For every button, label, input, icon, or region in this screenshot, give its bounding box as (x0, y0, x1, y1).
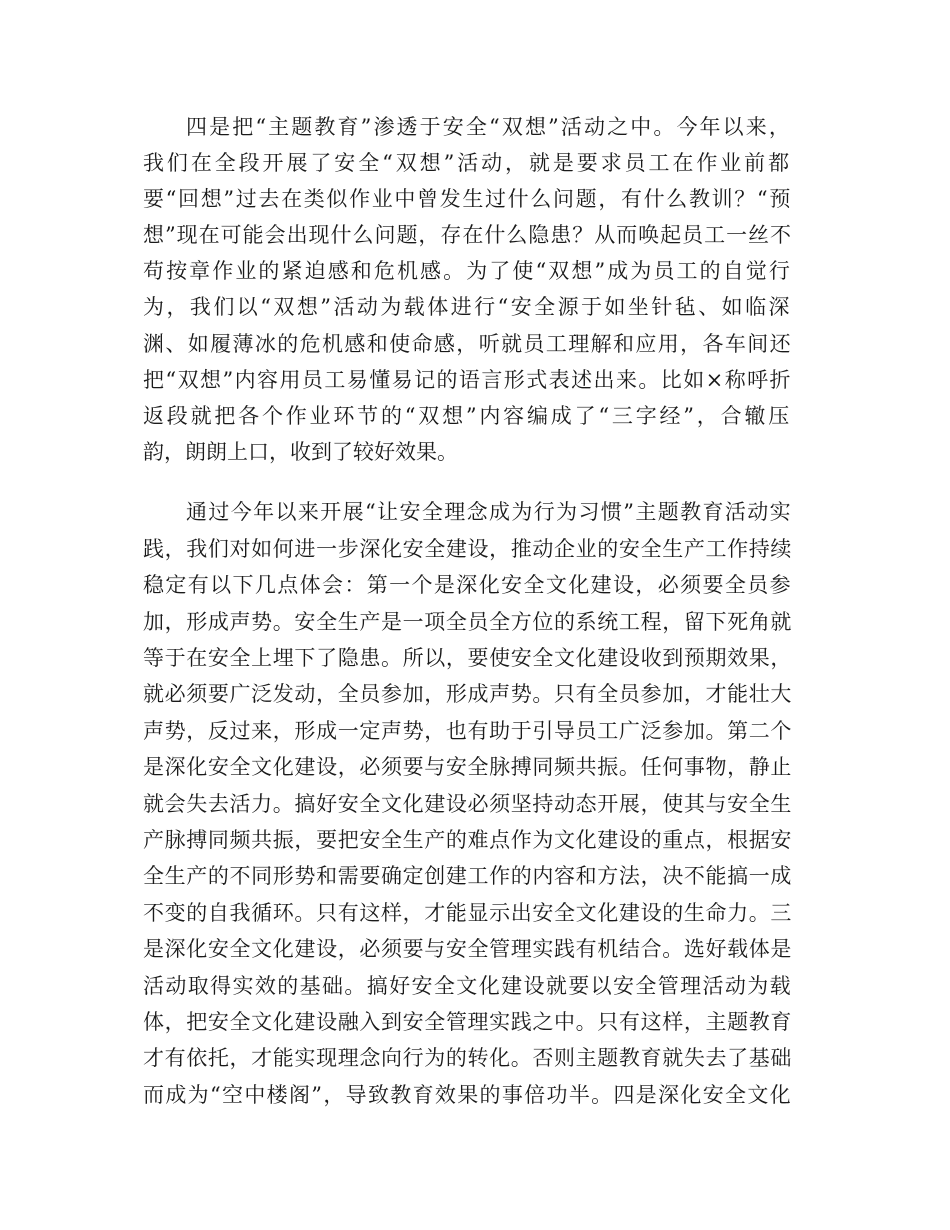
paragraph-1-line: 要“回想”过去在类似作业中曾发生过什么问题，有什么教训？“预 (143, 187, 792, 211)
paragraph-2-line: 通过今年以来开展“让安全理念成为行为习惯”主题教育活动实 (186, 500, 792, 524)
paragraph-2-line: 产脉搏同频共振，要把安全生产的难点作为文化建设的重点，根据安 (143, 828, 792, 852)
paragraph-2-line: 全生产的不同形势和需要确定创建工作的内容和方法，决不能搞一成 (143, 864, 792, 888)
paragraph-2-line: 就必须要广泛发动，全员参加，形成声势。只有全员参加，才能壮大 (143, 682, 792, 706)
paragraph-2-line: 才有依托，才能实现理念向行为的转化。否则主题教育就失去了基础 (143, 1046, 792, 1070)
paragraph-1-line: 返段就把各个作业环节的“双想”内容编成了“三字经”，合辙压 (143, 404, 792, 428)
paragraph-2-line: 稳定有以下几点体会：第一个是深化安全文化建设，必须要全员参 (143, 573, 792, 597)
paragraph-2-line: 而成为“空中楼阁”，导致教育效果的事倍功半。四是深化安全文化 (143, 1083, 792, 1107)
paragraph-1-line: 韵，朗朗上口，收到了较好效果。 (143, 440, 458, 464)
paragraph-1-line: 我们在全段开展了安全“双想”活动，就是要求员工在作业前都 (143, 151, 792, 175)
paragraph-2-line: 活动取得实效的基础。搞好安全文化建设就要以安全管理活动为载 (143, 974, 792, 998)
paragraph-2-line: 声势，反过来，形成一定声势，也有助于引导员工广泛参加。第二个 (143, 719, 792, 743)
paragraph-1-line: 为，我们以“双想”活动为载体进行“安全源于如坐针毡、如临深 (143, 295, 792, 319)
paragraph-2-line: 是深化安全文化建设，必须要与安全脉搏同频共振。任何事物，静止 (143, 755, 792, 779)
paragraph-2-line: 等于在安全上埋下了隐患。所以，要使安全文化建设收到预期效果， (143, 646, 792, 670)
paragraph-1-line: 四是把“主题教育”渗透于安全“双想”活动之中。今年以来， (186, 115, 792, 139)
paragraph-2-line: 就会失去活力。搞好安全文化建设必须坚持动态开展，使其与安全生 (143, 792, 792, 816)
paragraph-2-line: 是深化安全文化建设，必须要与安全管理实践有机结合。选好载体是 (143, 937, 792, 961)
paragraph-2-line: 加，形成声势。安全生产是一项全员全方位的系统工程，留下死角就 (143, 610, 792, 634)
paragraph-1-line: 想”现在可能会出现什么问题，存在什么隐患？从而唤起员工一丝不 (143, 223, 792, 247)
paragraph-2-line: 体，把安全文化建设融入到安全管理实践之中。只有这样，主题教育 (143, 1010, 792, 1034)
paragraph-2-line: 不变的自我循环。只有这样，才能显示出安全文化建设的生命力。三 (143, 901, 792, 925)
paragraph-2-line: 践，我们对如何进一步深化安全建设，推动企业的安全生产工作持续 (143, 537, 792, 561)
paragraph-1-line: 把“双想”内容用员工易懂易记的语言形式表述出来。比如×称呼折 (143, 368, 792, 392)
paragraph-1-line: 渊、如履薄冰的危机感和使命感，听就员工理解和应用，各车间还 (143, 332, 792, 356)
paragraph-1-line: 苟按章作业的紧迫感和危机感。为了使“双想”成为员工的自觉行 (143, 259, 792, 283)
